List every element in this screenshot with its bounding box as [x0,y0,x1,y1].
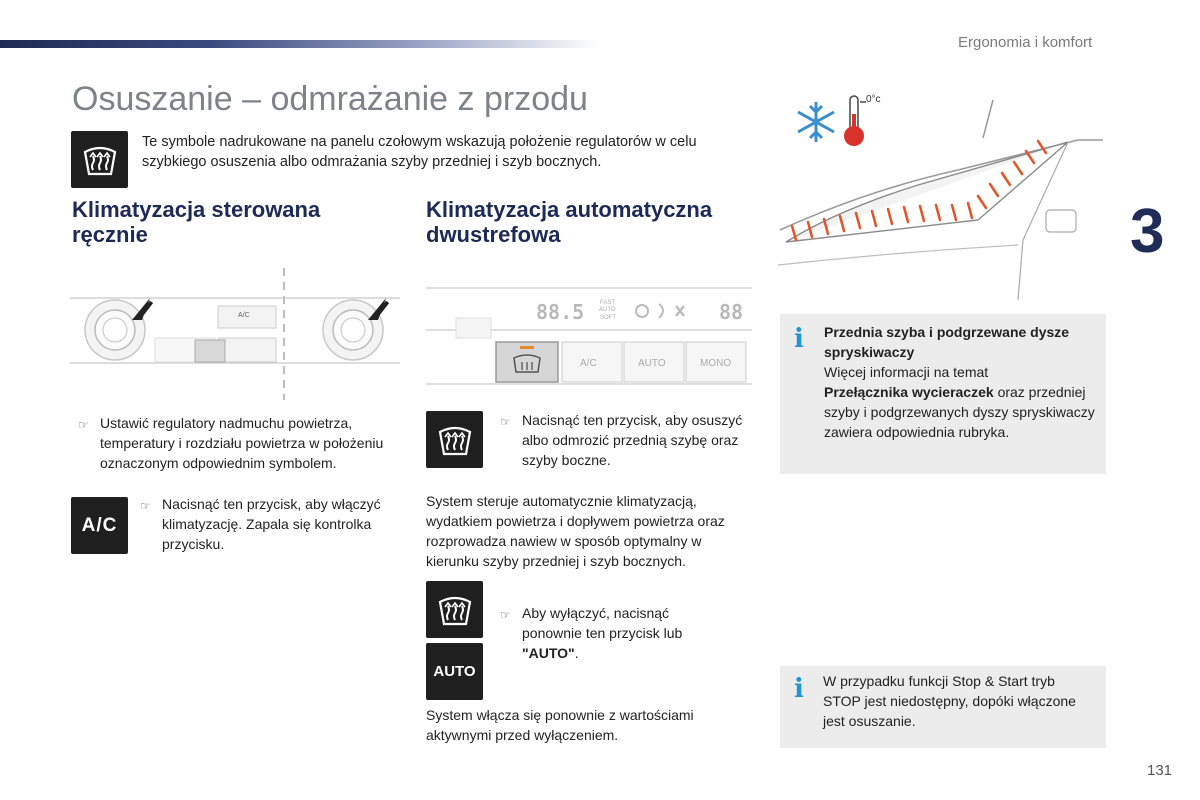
auto-system-text: System steruje automatycznie klimatyzacją, wydatkiem powietrza i dopływem powietrza oraz rozprowadza nawiew w sposób optymalny w kierunku szyby przedniej i szyb bocznych. [426,493,725,569]
defrost-symbol-box [71,131,128,188]
finger-icon: ☞ [500,608,511,622]
auto-off-step [500,603,730,663]
panel-ac-label: A/C [238,312,250,319]
ac-button-label: A/C [81,514,118,536]
section-label: Ergonomia i komfort [958,34,1093,51]
panel-btn-auto: AUTO [638,358,666,369]
snowflake-icon [798,102,834,142]
manual-heading: Klimatyzacja sterowana ręcznie [72,197,321,247]
windscreen-defrost-icon [435,420,475,460]
display-temp-right: 88 [719,300,744,324]
defrost-button-symbol [426,411,483,468]
manual-step-1-text: Ustawić regulatory nadmuchu powietrza, temperatury i rozdziału powietrza w położeniu oznaczonym odpowiednim symbolem. [100,415,384,471]
page-title: Osuszanie – odmrażanie z przodu [72,80,588,118]
info1-line1: Więcej informacji na temat [824,364,989,380]
finger-icon: ☞ [500,415,511,429]
info-box-wipers-text [824,322,1102,442]
manual-step-2 [140,494,400,554]
auto-off-text-wrap [522,603,730,663]
temp-label: 0°c [866,94,881,105]
display-temp-left: 88.5 [536,300,585,324]
info1-bold: Przełącznika wycieraczek [824,384,994,400]
auto-button-label: AUTO [433,663,476,680]
auto-resume-text: System włącza się ponownie z wartościami aktywnymi przed wyłączeniem. [426,707,694,743]
info-box-wipers [780,314,1106,474]
auto-off-text: Aby wyłączyć, nacisnąć ponownie ten przycisk lub [522,605,683,641]
panel-btn-mono: MONO [700,358,732,369]
info1-title: Przednia szyba i podgrzewane dysze spryskiwaczy [824,324,1070,360]
page-number: 131 [1147,762,1173,779]
defrost-button-symbol-2 [426,581,483,638]
manual-panel-illustration [70,268,400,400]
panel-btn-ac: A/C [580,358,597,369]
display-fast: FAST [600,300,616,306]
manual-step-1 [78,413,398,473]
auto-off-bold: "AUTO" [522,645,575,661]
auto-step-1 [500,410,750,470]
auto-step-1-text: Nacisnąć ten przycisk, aby osuszyć albo odmrozić przednią szybę oraz szyby boczne. [522,412,743,468]
finger-icon: ☞ [78,418,89,432]
finger-icon: ☞ [140,499,151,513]
auto-panel-illustration [426,280,752,390]
auto-heading: Klimatyzacja automatyczna dwustrefowa [426,197,713,247]
auto-off-end: . [574,645,579,661]
windscreen-illustration [778,90,1108,305]
auto-button-symbol [426,643,483,700]
info2-text: W przypadku funkcji Stop & Start tryb STOP jest niedostępny, dopóki włączone jest osuszanie. [823,673,1076,729]
thermometer-icon [844,96,866,146]
manual-step-2-text: Nacisnąć ten przycisk, aby włączyć klimatyzację. Zapala się kontrolka przycisku. [162,496,381,552]
display-auto: AUTO [599,307,616,313]
display-soft: SOFT [600,315,616,321]
chapter-number: 3 [1130,197,1165,266]
intro-text: Te symbole nadrukowane na panelu czołowym wskazują położenie regulatorów w celu szybkiego osuszenia albo odmrażania szyby przedniej i szyb bocznych. [142,134,697,170]
header-bar [0,40,600,48]
windscreen-defrost-icon [80,140,120,180]
ac-button-symbol [71,497,128,554]
info-icon: i [794,324,804,354]
windscreen-defrost-icon [435,590,475,630]
info1-rest: oraz przedniej szyby i podgrzewanych dyszy spryskiwaczy zawiera odpowiednia rubryka. [824,384,1095,440]
info-icon: i [794,674,804,704]
info-box-stop-start [780,666,1106,748]
